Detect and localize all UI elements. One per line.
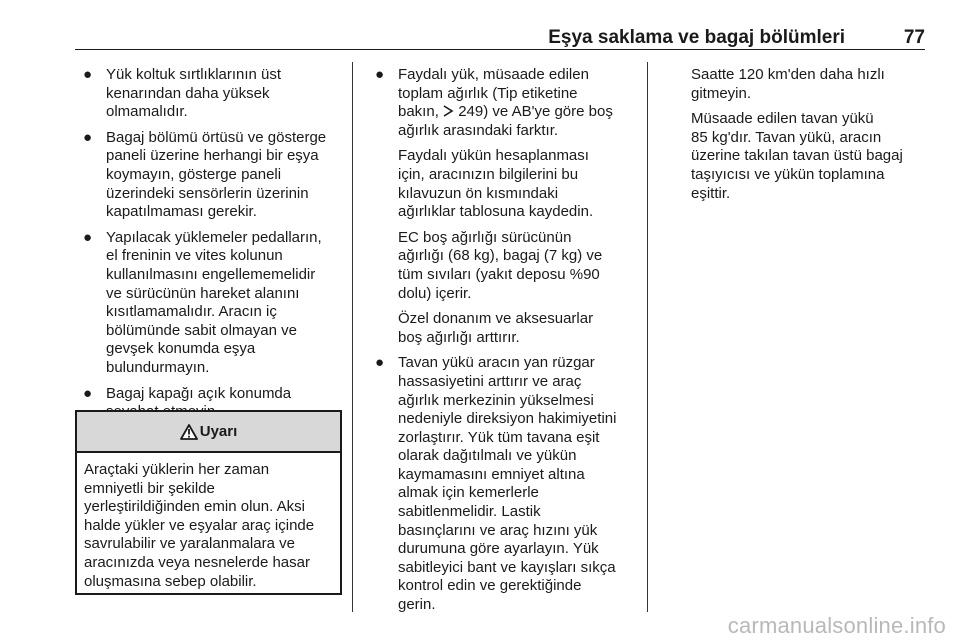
text-line: ağırlık arasındaki farktır. bbox=[398, 121, 559, 139]
list-item bbox=[367, 66, 637, 140]
text-line: üzerindeki sensörlerin üzerinin bbox=[106, 184, 309, 202]
warning-triangle-icon bbox=[180, 424, 198, 440]
text-line: gerin. bbox=[398, 596, 436, 614]
text-line: 249) ve AB'ye göre boş bbox=[458, 103, 613, 121]
text-line: ve sürücünün hareket alanını bbox=[106, 284, 300, 302]
text-line: ağırlık merkezinin yükselmesi bbox=[398, 391, 594, 409]
text-line: Faydalı yükün hesaplanması bbox=[398, 147, 589, 165]
text-line: almak için kemerlerle bbox=[398, 484, 539, 502]
text-line: koymayın, gösterge paneli bbox=[106, 165, 282, 183]
text-line: kaymamasını emniyet altına bbox=[398, 465, 585, 483]
list-item bbox=[75, 129, 342, 222]
cross-reference-arrow-icon[interactable] bbox=[443, 105, 454, 117]
text-line: kontrol edin ve gerektiğinde bbox=[398, 577, 582, 595]
text-line: halde yükler ve eşyalar araç içinde bbox=[84, 516, 315, 534]
text-line: sabitleyici bant ve kayışları sıkça bbox=[398, 558, 616, 576]
text-line: kenarından daha yüksek bbox=[106, 84, 270, 102]
column-divider-1 bbox=[352, 62, 353, 612]
text-line: kısıtlamamalıdır. Aracın iç bbox=[106, 303, 277, 321]
paragraph bbox=[398, 310, 637, 347]
warning-title: Uyarı bbox=[199, 423, 238, 440]
text-line: ağırlığı (68 kg), bagaj (7 kg) ve bbox=[398, 247, 603, 265]
bullet-list bbox=[75, 66, 342, 422]
text-line: dolu) içerir. bbox=[398, 284, 472, 302]
column-right bbox=[691, 66, 925, 210]
text-line: oluşmasına sebep olabilir. bbox=[84, 572, 257, 590]
text-line: Araçtaki yüklerin her zaman bbox=[84, 461, 270, 478]
text-line: savrulabilir ve yaralanmalara ve bbox=[84, 535, 295, 553]
warning-text bbox=[77, 453, 340, 591]
paragraph bbox=[691, 110, 925, 203]
watermark: carmanualsonline.info bbox=[727, 613, 946, 638]
text-line: toplam ağırlık (Tip etiketine bbox=[398, 84, 578, 102]
bullet-icon: ● bbox=[83, 228, 93, 246]
text-line: olmamalıdır. bbox=[106, 103, 188, 121]
column-middle bbox=[367, 66, 637, 622]
text-line: için, aracınızın bilgilerini bu bbox=[398, 165, 579, 183]
paragraph bbox=[398, 147, 637, 221]
text-line: sabitlenmelidir. Lastik bbox=[398, 503, 541, 521]
text-line: Özel donanım ve aksesuarlar bbox=[398, 310, 594, 328]
text-line: bulundurmayın. bbox=[106, 358, 210, 376]
text-line: Yük koltuk sırtlıklarının üst bbox=[106, 66, 282, 83]
list-item bbox=[367, 354, 637, 614]
text-line: durumuna göre ayarlayın. Yük bbox=[398, 540, 599, 558]
text-line: paneli üzerine herhangi bir eşya bbox=[106, 147, 319, 165]
section-title: Eşya saklama ve bagaj bölümleri bbox=[548, 27, 845, 48]
text-line: yerleştirildiğinden emin olun. Aksi bbox=[84, 498, 305, 516]
text-line: Bagaj bölümü örtüsü ve gösterge bbox=[106, 128, 327, 146]
text-line: aracınızda veya nesnelerde hasar bbox=[84, 553, 310, 571]
text-line: eşittir. bbox=[691, 184, 731, 202]
text-line: boş ağırlığı arttırır. bbox=[398, 328, 520, 346]
text-line: hassasiyetini arttırır ve araç bbox=[398, 372, 582, 390]
text-line: Yapılacak yüklemeler pedalların, bbox=[106, 228, 322, 246]
bullet-list bbox=[367, 354, 637, 614]
text-line: basınçlarını ve araç hızını yük bbox=[398, 521, 598, 539]
paragraph bbox=[398, 229, 637, 303]
text-line: üzerine takılan tavan üstü bagaj bbox=[691, 147, 903, 165]
text-line: Bagaj kapağı açık konumda bbox=[106, 384, 292, 402]
text-line: bölümünde sabit olmayan ve bbox=[106, 321, 297, 339]
column-divider-2 bbox=[647, 62, 648, 612]
bullet-list bbox=[367, 66, 637, 140]
paragraph bbox=[691, 66, 925, 103]
text-line: el freninin ve vites kolunun bbox=[106, 247, 283, 265]
text-line: Saatte 120 km'den daha hızlı bbox=[691, 66, 885, 83]
sub-paragraphs bbox=[367, 147, 637, 347]
page-number: 77 bbox=[903, 27, 925, 48]
text-line: kapatılmaması gerekir. bbox=[106, 203, 257, 221]
text-line: taşıyıcısı ve yükün toplamına bbox=[691, 165, 885, 183]
page-header bbox=[75, 27, 925, 50]
bullet-icon: ● bbox=[83, 384, 93, 402]
bullet-icon: ● bbox=[83, 128, 93, 146]
text-line: nedeniyle direksiyon hakimiyetini bbox=[398, 410, 617, 428]
bullet-icon: ● bbox=[83, 66, 93, 83]
text-line: gitmeyin. bbox=[691, 84, 752, 102]
text-line: kılavuzun ön kısmındaki bbox=[398, 184, 559, 202]
warning-box bbox=[75, 410, 342, 595]
text-line: Müsaade edilen tavan yükü bbox=[691, 110, 874, 128]
text-line: emniyetli bir şekilde bbox=[84, 479, 215, 497]
text-line: 85 kg'dır. Tavan yükü, aracın bbox=[691, 128, 882, 146]
text-line: bakın, bbox=[398, 103, 444, 121]
text-line: ağırlıklar tablosuna kaydedin. bbox=[398, 203, 594, 221]
column-left bbox=[75, 66, 342, 429]
text-line: tüm sıvıları (yakıt deposu %90 bbox=[398, 265, 600, 283]
text-line: EC boş ağırlığı sürücünün bbox=[398, 228, 572, 246]
text-line: gevşek konumda eşya bbox=[106, 340, 256, 358]
bullet-icon: ● bbox=[375, 66, 385, 83]
text-line: olarak dağıtılmalı ve yükün bbox=[398, 447, 577, 465]
bullet-icon: ● bbox=[375, 354, 385, 372]
text-line: Faydalı yük, müsaade edilen bbox=[398, 66, 589, 83]
list-item bbox=[75, 229, 342, 378]
list-item bbox=[75, 66, 342, 122]
text-line: zorlaştırır. Yük tüm tavana eşit bbox=[398, 428, 600, 446]
text-line: kullanılmasını engellememelidir bbox=[106, 265, 316, 283]
text-line: Tavan yükü aracın yan rüzgar bbox=[398, 354, 595, 372]
warning-header bbox=[77, 412, 340, 453]
